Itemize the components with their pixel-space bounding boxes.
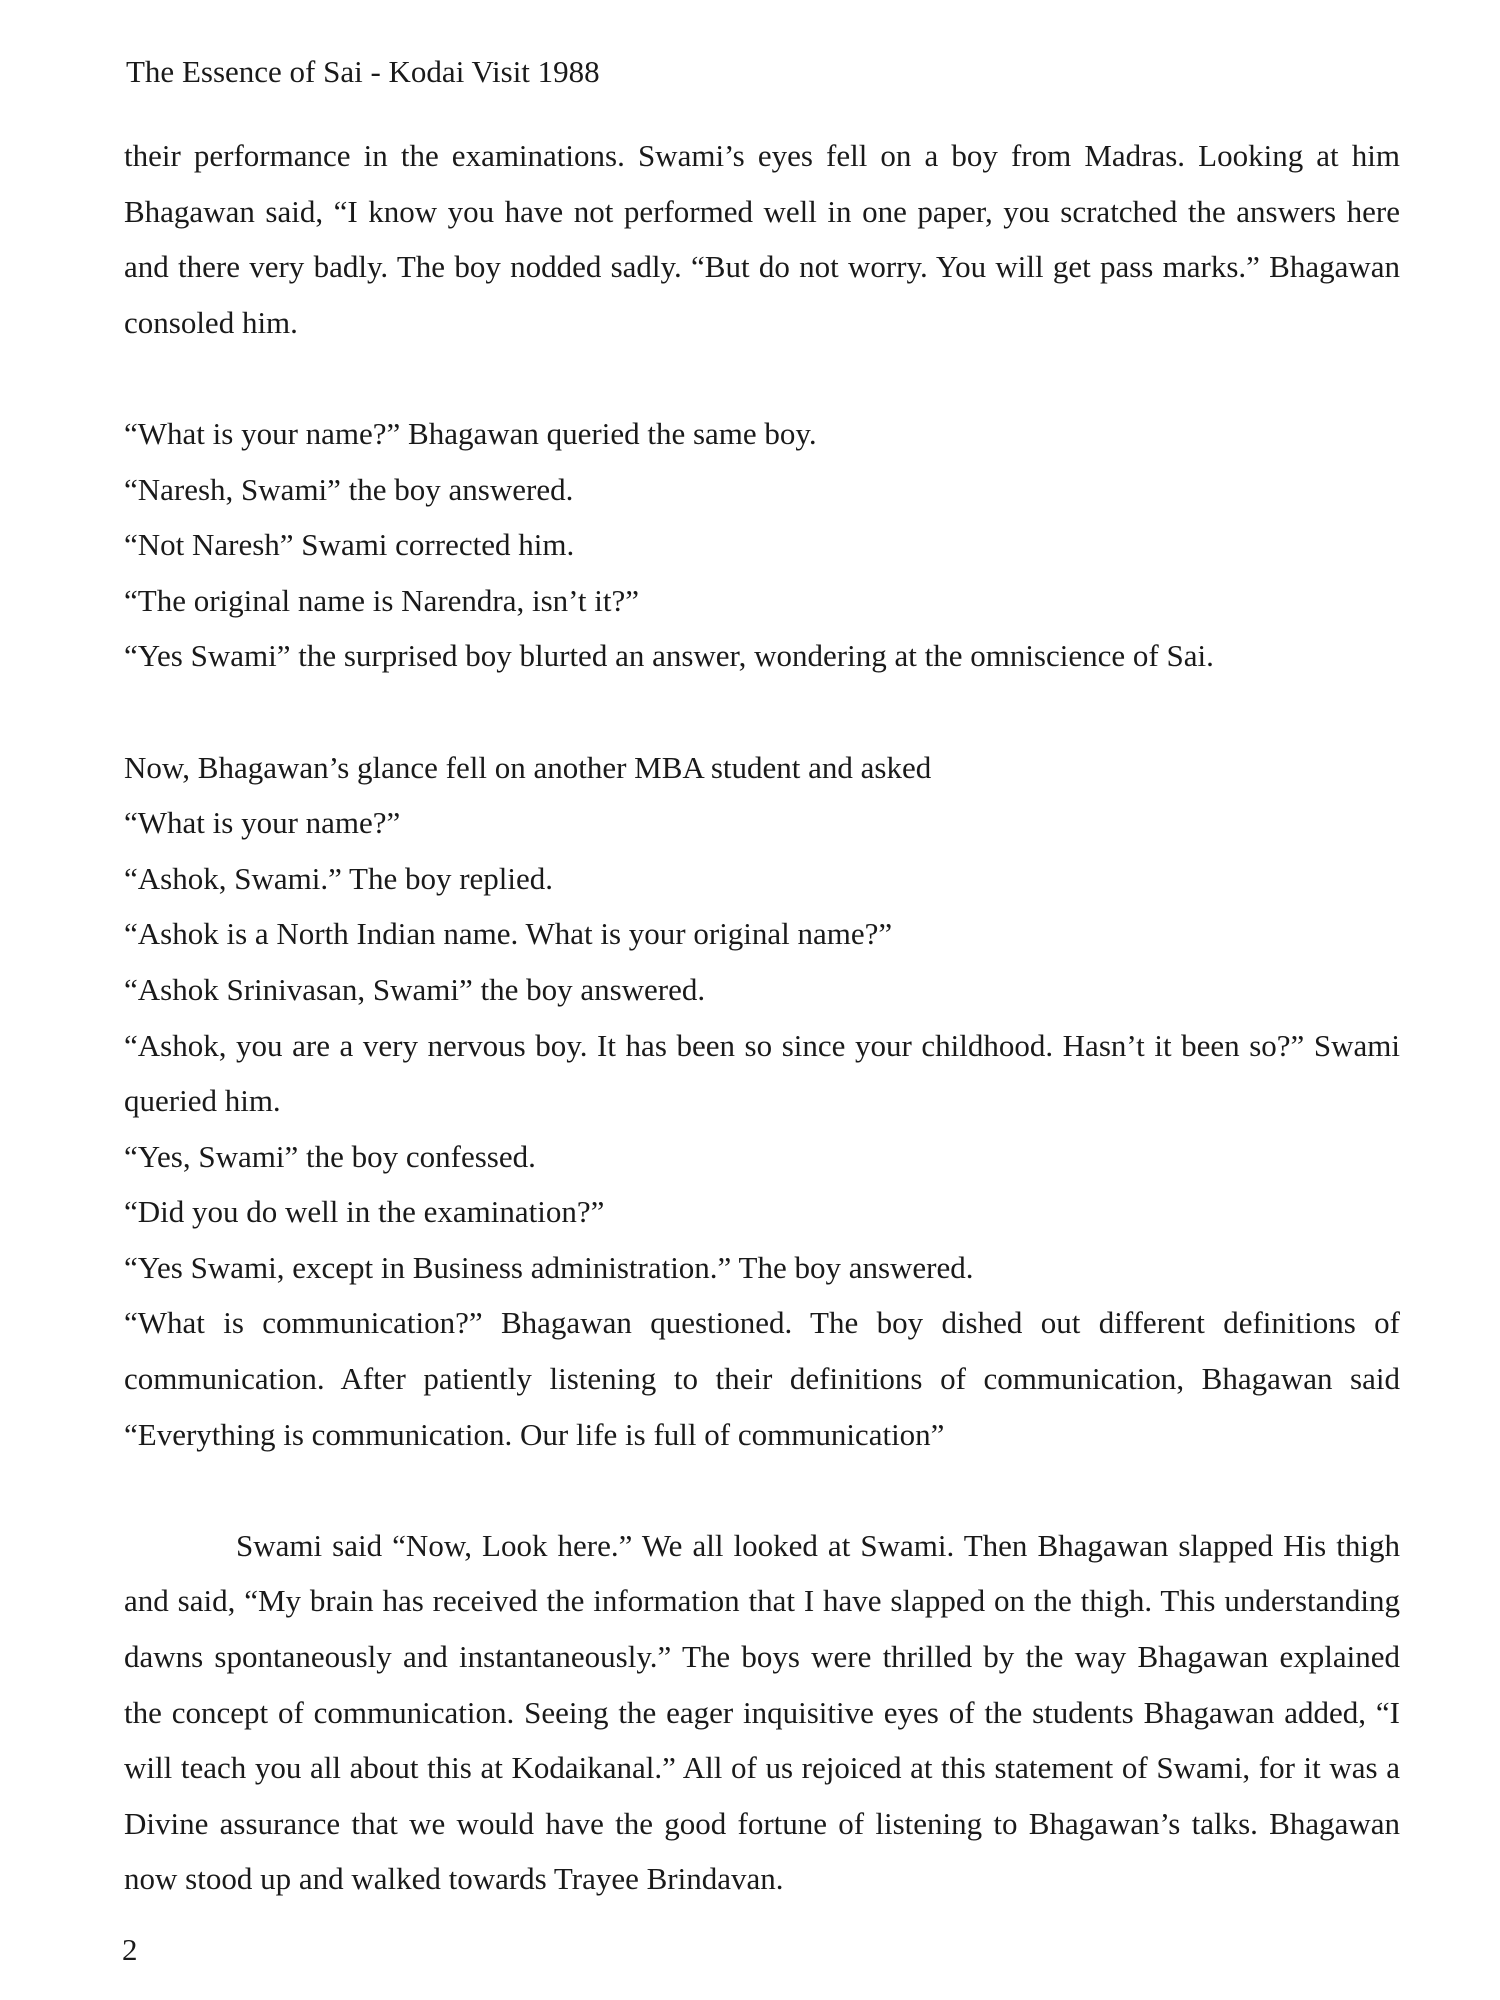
dialogue-line: “Did you do well in the examination?” <box>124 1194 605 1230</box>
dialogue-line: “The original name is Narendra, isn’t it?” <box>124 582 640 618</box>
dialogue-line: “Naresh, Swami” the boy answered. <box>124 471 574 507</box>
dialogue-line: “Ashok, Swami.” The boy replied. <box>124 860 554 896</box>
dialogue-line: “Ashok Srinivasan, Swami” the boy answered. <box>124 971 706 1007</box>
paragraph-exam-performance: their performance in the examinations. Swami’s eyes fell on a boy from Madras. Looking at him Bhagawan said, “I know you have not performed well in one paper, you scratched the answers here and there very badly. The boy nodded sadly. “But do not worry. You will get pass marks.” Bhagawan consoled him. <box>124 138 1400 340</box>
dialogue-line: “Not Naresh” Swami corrected him. <box>124 527 575 563</box>
paragraph-look-here: Swami said “Now, Look here.” We all looked at Swami. Then Bhagawan slapped His thigh and said, “My brain has received the information that I have slapped on the thigh. This understanding dawns spontaneously and instantaneously.” The boys were thrilled by the way Bhagawan explained the concept of communication. Seeing the eager inquisitive eyes of the students Bhagawan added, “I will teach you all about this at Kodaikanal.” All of us rejoiced at this statement of Swami, for it was a Divine assurance that we would have the good fortune of listening to Bhagawan’s talks. Bhagawan now stood up and walked towards Trayee Brindavan. <box>124 1527 1400 1897</box>
page-body <box>124 128 1400 1907</box>
paragraph-communication: “What is communication?” Bhagawan questioned. The boy dished out different definitions of communication. After patiently listening to their definitions of communication, Bhagawan said “Everything is communication. Our life is full of communication” <box>124 1305 1400 1452</box>
dialogue-line: “Yes Swami, except in Business administration.” The boy answered. <box>124 1249 974 1285</box>
running-header: The Essence of Sai - Kodai Visit 1988 <box>126 54 600 89</box>
dialogue-nervous-question: “Ashok, you are a very nervous boy. It has been so since your childhood. Hasn’t it been so?” Swami queried him. <box>124 1027 1400 1119</box>
paragraph-gap <box>124 684 1400 740</box>
page-number: 2 <box>122 1932 138 1967</box>
paragraph-gap <box>124 1462 1400 1518</box>
dialogue-line: “What is your name?” <box>124 805 401 841</box>
dialogue-line: “What is your name?” Bhagawan queried the same boy. <box>124 415 817 451</box>
dialogue-line: “Ashok is a North Indian name. What is your original name?” <box>124 916 893 952</box>
dialogue-line: “Yes Swami” the surprised boy blurted an answer, wondering at the omniscience of Sai. <box>124 638 1214 674</box>
dialogue-line: “Yes, Swami” the boy confessed. <box>124 1138 536 1174</box>
paragraph-gap <box>124 350 1400 406</box>
dialogue-line: Now, Bhagawan’s glance fell on another MBA student and asked <box>124 749 932 785</box>
